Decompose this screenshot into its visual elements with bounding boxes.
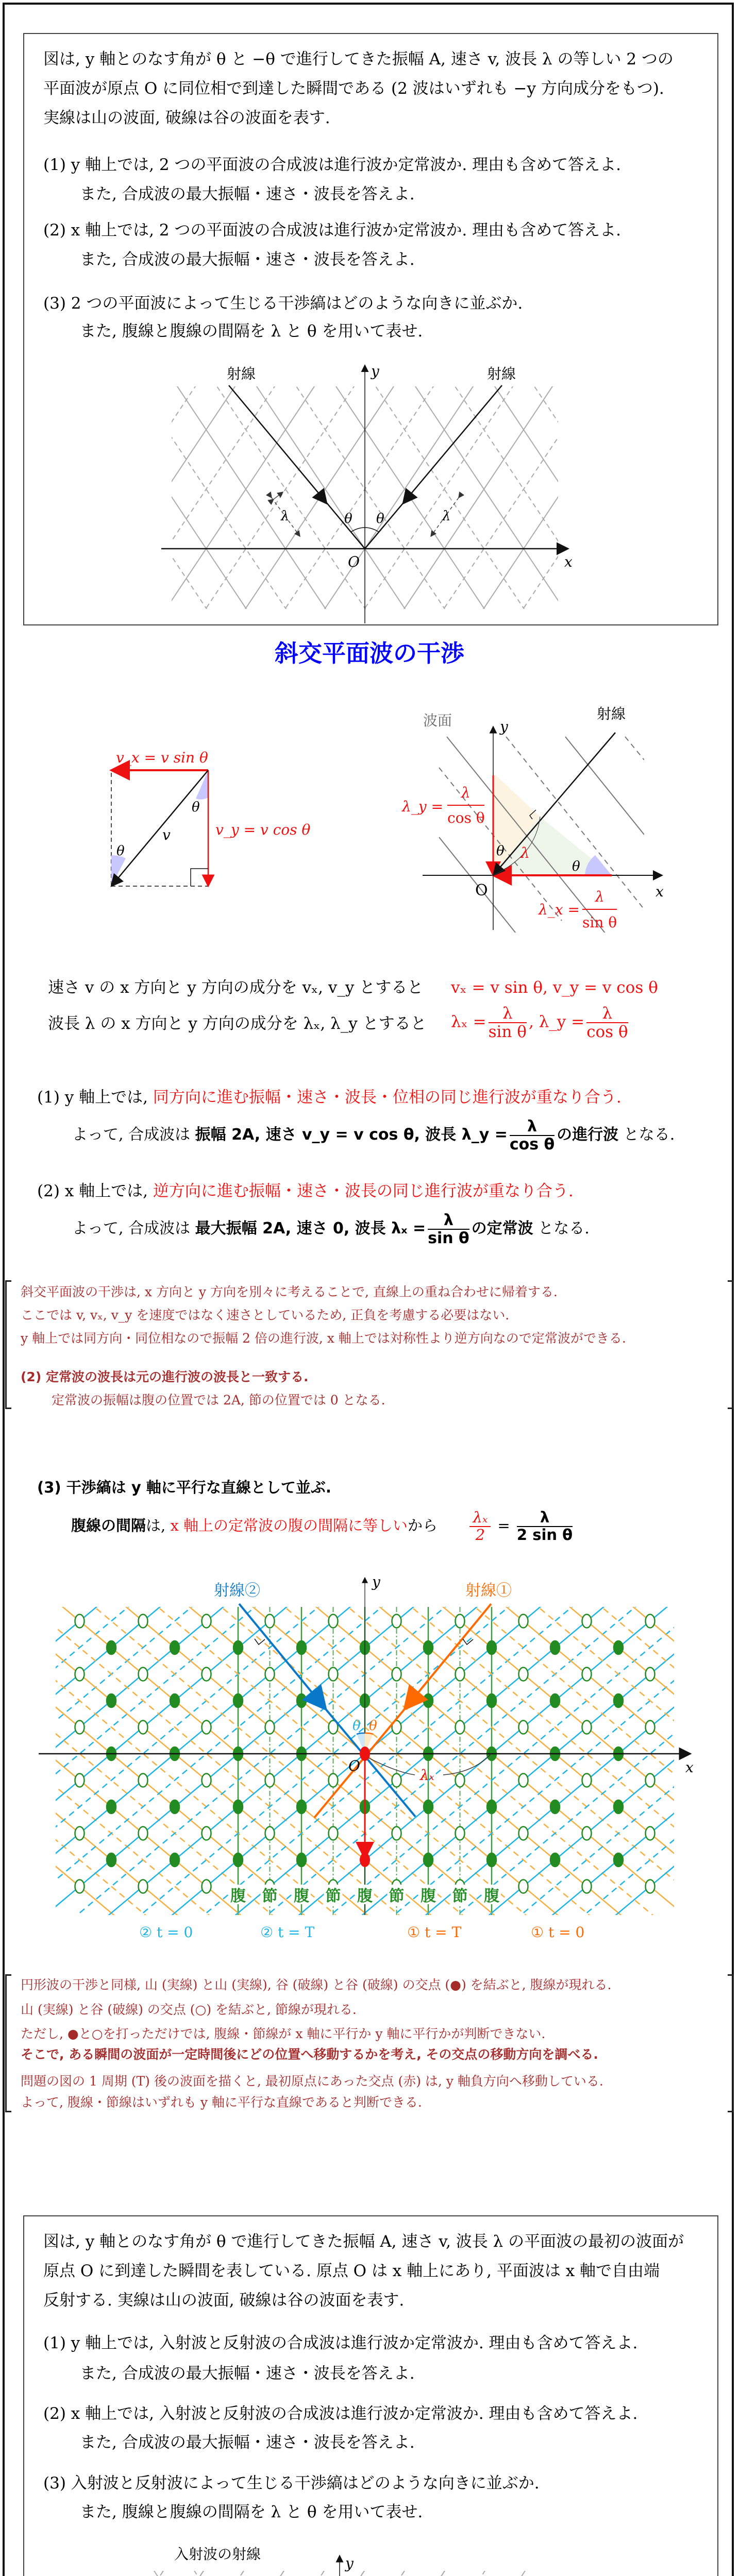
note-2-line-1: 円形波の干渉と同様, 山 (実線) と山 (実線), 谷 (破線) と谷 (破線) の交点 (●) を結ぶと, 腹線が現れる. <box>21 1977 612 1992</box>
note-2-line-3: ただし, ●と○を打っただけでは, 腹線・節線が x 軸に平行か y 軸に平行かが判断できない. <box>21 2026 546 2041</box>
spacing-reason: x 軸上の定常波の腹の間隔に等しい <box>170 1516 408 1534</box>
problem-1-intro-3: 実線は山の波面, 破線は谷の波面を表す. <box>43 109 330 127</box>
lx-num: λ <box>489 1005 527 1023</box>
note-1-line-3: y 軸上では同方向・同位相なので振幅 2 倍の進行波, x 軸上では対称性より逆方向なので定常波ができる. <box>21 1331 626 1346</box>
y-axis-label: y <box>372 1573 380 1590</box>
problem-2-q1-b: また, 合成波の最大振幅・速さ・波長を答えよ. <box>80 2364 415 2383</box>
ray-1-label: 射線① <box>465 1582 512 1600</box>
problem-2-q2-a: (2) x 軸上では, 入射波と反射波の合成波は進行波か定常波か. 理由も含めて答えよ. <box>43 2404 638 2423</box>
lambda-x-label: λₓ <box>420 1767 434 1784</box>
time-label-2-t0: ② t = 0 <box>139 1924 193 1941</box>
answer-1-2-values: 最大振幅 2A, 速さ 0, 波長 λₓ = <box>195 1219 426 1238</box>
problem-1-q1-b: また, 合成波の最大振幅・速さ・波長を答えよ. <box>80 185 415 204</box>
lambda-label-left: λ <box>281 509 290 524</box>
lambda-label-right: λ <box>442 509 451 524</box>
problem-2-q2-b: また, 合成波の最大振幅・速さ・波長を答えよ. <box>80 2433 415 2452</box>
answer-1-2-reason: 逆方向に進む振幅・速さ・波長の同じ進行波が重なり合う. <box>153 1182 574 1200</box>
answer-1-2-head: (2) x 軸上では, <box>37 1182 148 1200</box>
lambda-y-den: cos θ <box>447 809 485 826</box>
problem-1-q2-a: (2) x 軸上では, 2 つの平面波の合成波は進行波か定常波か. 理由も含めて答えよ. <box>43 221 621 240</box>
explain-1-v-result: vₓ = v sin θ, v_y = v cos θ <box>451 978 658 997</box>
ray-label: 射線 <box>597 705 626 722</box>
problem-1-intro-1: 図は, y 軸とのなす角が θ と −θ で進行してきた振幅 A, 速さ v, 波長 λ の等しい 2 つの <box>43 50 674 69</box>
note-2-line-5: 問題の図の 1 周期 (T) 後の波面を描くと, 最初原点にあった交点 (赤) は, y 軸負方向へ移動している. <box>21 2074 603 2089</box>
vx-label: v_x = v sin θ <box>116 749 208 766</box>
answer-1-3-head: (3) 干渉縞は y 軸に平行な直線として並ぶ. <box>37 1479 331 1496</box>
origin-label: O <box>475 882 488 900</box>
lambda-y-lhs: λ_y = <box>402 798 443 815</box>
theta-label-bottom: θ <box>116 843 125 859</box>
answer-1-1-type: の進行波 <box>557 1126 619 1144</box>
problem-2-intro-1: 図は, y 軸とのなす角が θ で進行してきた振幅 A, 速さ v, 波長 λ の平面波の最初の波面が <box>43 2232 684 2251</box>
problem-2-q1-a: (1) y 軸上では, 入射波と反射波の合成波は進行波か定常波か. 理由も含めて答えよ. <box>43 2334 638 2352</box>
theta-orange: θ <box>369 1718 377 1734</box>
note-1-line-4: (2) 定常波の波長は元の進行波の波長と一致する. <box>21 1369 309 1384</box>
problem-1-q1-a: (1) y 軸上では, 2 つの平面波の合成波は進行波か定常波か. 理由も含めて答えよ. <box>43 156 621 174</box>
antinode-label: 腹 <box>484 1887 499 1905</box>
theta-right: θ <box>376 511 384 527</box>
problem-1-q2-b: また, 合成波の最大振幅・速さ・波長を答えよ. <box>80 250 415 269</box>
theta-left: θ <box>344 511 352 527</box>
note-1-line-2: ここでは v, vₓ, v_y を速度ではなく速さとしているため, 正負を考慮する必要はない. <box>21 1308 510 1323</box>
answer-1-1-pre: よって, 合成波は <box>72 1126 191 1144</box>
origin-label: O <box>348 553 360 570</box>
problem-1-q3-b: また, 腹線と腹線の間隔を λ と θ を用いて表せ. <box>80 322 423 341</box>
section-title: 斜交平面波の干渉 <box>275 639 464 667</box>
x-axis-label: x <box>685 1759 694 1776</box>
x-axis-label: x <box>656 883 664 900</box>
problem-1-q3-a: (3) 2 つの平面波によって生じる干渉縞はどのような向きに並ぶか. <box>43 294 523 313</box>
problem-2-intro-2: 原点 O に到達した瞬間を表している. 原点 O は x 軸上にあり, 平面波は x 軸で自由端 <box>43 2262 660 2280</box>
node-label: 節 <box>389 1887 405 1905</box>
answer-1-2-pre: よって, 合成波は <box>72 1219 191 1238</box>
lx-lhs: λₓ = <box>451 1012 486 1031</box>
rhs-num: λ <box>517 1510 573 1527</box>
theta-label-top: θ <box>192 800 200 815</box>
time-label-1-tT: ① t = T <box>407 1924 462 1941</box>
note-2-line-2: 山 (実線) と谷 (破線) の交点 (○) を結ぶと, 節線が現れる. <box>21 2002 357 2017</box>
spacing-bold: 腹線の間隔 <box>71 1516 146 1534</box>
note-1-line-5: 定常波の振幅は腹の位置では 2A, 節の位置では 0 となる. <box>52 1393 385 1408</box>
time-label-1-t0: ① t = 0 <box>531 1924 585 1941</box>
note-2-line-4: そこで, ある瞬間の波面が一定時間後にどの位置へ移動するかを考え, その交点の移動方向を調べる. <box>21 2047 598 2062</box>
ray-label-right: 射線 <box>487 365 516 382</box>
answer-1-1-tail: となる. <box>623 1126 675 1144</box>
theta-label: θ <box>496 843 505 859</box>
theta-label: θ <box>572 859 580 874</box>
time-label-2-tT: ② t = T <box>260 1924 315 1941</box>
answer-1-3-spacing: 腹線の間隔は, x 軸上の定常波の腹の間隔に等しいから $\frac{\text{λₓ}}{2}$ = $\frac{\lambda}{\text{2 sin θ}}$ <box>71 1509 573 1544</box>
problem-2-q3-a: (3) 入射波と反射波によって生じる干渉縞はどのような向きに並ぶか. <box>43 2474 540 2493</box>
explain-1-v-line: 速さ v の x 方向と y 方向の成分を vₓ, v_y とすると <box>48 978 424 997</box>
lambda-x-den: sin θ <box>582 914 617 931</box>
vy-label: v_y = v cos θ <box>215 821 311 838</box>
lhs-den: 2 <box>475 1526 485 1544</box>
wavefront-label: 波面 <box>423 712 452 729</box>
ly-num: λ <box>586 1005 628 1023</box>
problem-1-intro-2: 平面波が原点 O に同位相で到達した瞬間である (2 波はいずれも −y 方向成分をもつ). <box>43 79 664 98</box>
antinode-label: 腹 <box>357 1887 373 1905</box>
ly-lhs: , λ_y = <box>528 1012 585 1031</box>
rhs-den: 2 sin θ <box>516 1526 573 1544</box>
y-axis-label: y <box>500 718 508 735</box>
node-label: 節 <box>262 1887 278 1905</box>
note-1-line-1: 斜交平面波の干渉は, x 方向と y 方向を別々に考えることで, 直線上の重ね合わせに帰着する. <box>21 1284 558 1299</box>
y-axis-label: y <box>345 2555 354 2572</box>
answer-1-1-num: λ <box>510 1118 555 1136</box>
incident-ray-label: 入射波の射線 <box>174 2546 261 2563</box>
note-2-line-6: よって, 腹線・節線はいずれも y 軸に平行な直線であると判断できる. <box>21 2095 422 2110</box>
lambda-y-num: λ <box>461 784 471 801</box>
answer-1-1-den: cos θ <box>509 1136 555 1154</box>
answer-1-1-values: 振幅 2A, 速さ v_y = v cos θ, 波長 λ_y = <box>195 1126 508 1144</box>
node-label: 節 <box>325 1887 341 1905</box>
problem-2-q3-b: また, 腹線と腹線の間隔を λ と θ を用いて表せ. <box>80 2503 423 2521</box>
node-label: 節 <box>452 1887 468 1905</box>
answer-1-2-type: の定常波 <box>471 1219 533 1238</box>
explain-1-l-line: 波長 λ の x 方向と y 方向の成分を λₓ, λ_y とすると <box>48 1014 427 1033</box>
lhs-num: λₓ <box>469 1510 491 1527</box>
antinode-label: 腹 <box>230 1887 246 1905</box>
x-axis-label: x <box>564 553 573 570</box>
answer-1-2-num: λ <box>428 1212 469 1230</box>
problem-2-intro-3: 反射する. 実線は山の波面, 破線は谷の波面を表す. <box>43 2291 405 2310</box>
lambda-label: λ <box>520 844 530 861</box>
lambda-x-lhs: λ_x = <box>539 901 580 918</box>
ray-2-label: 射線② <box>214 1582 260 1600</box>
lx-den: sin θ <box>488 1023 527 1042</box>
ly-den: cos θ <box>586 1023 628 1042</box>
theta-blue: θ <box>352 1718 361 1734</box>
answer-1-1-reason: 同方向に進む振幅・速さ・波長・位相の同じ進行波が重なり合う. <box>153 1088 622 1107</box>
antinode-label: 腹 <box>421 1887 436 1905</box>
ray-label-left: 射線 <box>227 365 256 382</box>
v-label: v <box>162 826 171 843</box>
y-axis-label: y <box>371 363 379 380</box>
spacing-tail: から <box>408 1516 438 1534</box>
origin-label: O <box>348 1757 360 1774</box>
lambda-x-num: λ <box>595 888 604 905</box>
antinode-label: 腹 <box>294 1887 309 1905</box>
answer-1-2-den: sin θ <box>428 1229 469 1247</box>
answer-1-2-tail: となる. <box>538 1219 590 1238</box>
answer-1-1-head: (1) y 軸上では, <box>37 1088 148 1107</box>
spacing-mid: は, <box>146 1516 166 1534</box>
